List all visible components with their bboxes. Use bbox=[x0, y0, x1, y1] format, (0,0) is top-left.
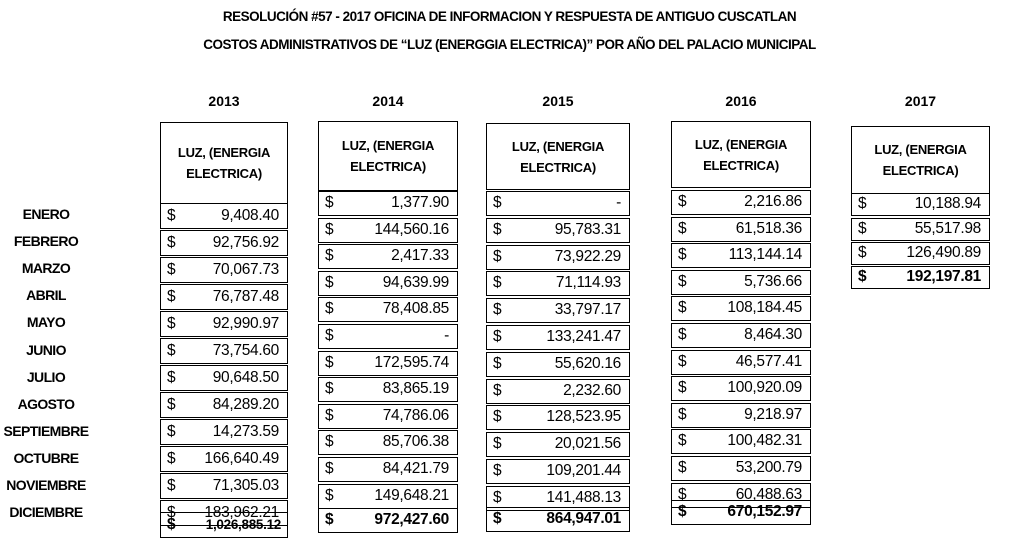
currency-symbol: $ bbox=[493, 220, 502, 238]
month-label: ENERO bbox=[22, 206, 70, 222]
currency-symbol: $ bbox=[325, 353, 334, 371]
amount: 76,787.48 bbox=[212, 288, 279, 305]
amount: 84,421.79 bbox=[382, 460, 449, 477]
amount: 71,114.93 bbox=[555, 274, 621, 292]
value-cell bbox=[671, 376, 811, 401]
value-cell bbox=[671, 350, 811, 375]
currency-symbol: $ bbox=[325, 380, 334, 398]
currency-symbol: $ bbox=[858, 268, 867, 285]
value-cell bbox=[671, 243, 811, 268]
month-label: AGOSTO bbox=[17, 395, 75, 412]
value-cell bbox=[671, 217, 811, 242]
month-label: JULIO bbox=[26, 368, 66, 385]
currency-symbol: $ bbox=[167, 516, 176, 533]
column-header-line2: ELECTRICA) bbox=[520, 159, 596, 175]
currency-symbol: $ bbox=[325, 327, 334, 344]
amount: 113,144.14 bbox=[728, 246, 802, 264]
amount: 92,756.92 bbox=[212, 234, 279, 251]
value-cell bbox=[671, 456, 811, 481]
amount: 128,523.95 bbox=[546, 408, 621, 426]
year-label: 2013 bbox=[208, 93, 240, 109]
currency-symbol: $ bbox=[858, 195, 867, 212]
year-label: 2015 bbox=[542, 93, 574, 109]
amount: 74,786.06 bbox=[382, 406, 449, 424]
total-cell bbox=[851, 266, 990, 289]
total-cell bbox=[671, 500, 811, 525]
amount: 95,783.31 bbox=[554, 220, 621, 238]
month-label: MAYO bbox=[26, 314, 66, 331]
total-amount: 192,197.81 bbox=[906, 268, 981, 285]
amount: 73,922.29 bbox=[554, 247, 621, 265]
value-cell bbox=[160, 338, 288, 364]
currency-symbol: $ bbox=[325, 194, 334, 211]
currency-symbol: $ bbox=[167, 477, 176, 494]
currency-symbol: $ bbox=[493, 301, 502, 319]
total-cell bbox=[486, 507, 630, 532]
currency-symbol: $ bbox=[167, 207, 176, 224]
amount: 108,184.45 bbox=[727, 299, 802, 317]
amount: 166,640.49 bbox=[204, 450, 279, 467]
amount: 2,232.60 bbox=[563, 381, 621, 399]
column-header-line2: ELECTRICA) bbox=[350, 159, 426, 174]
currency-symbol: $ bbox=[493, 274, 502, 292]
currency-symbol: $ bbox=[678, 272, 687, 290]
year-label: 2016 bbox=[725, 93, 757, 109]
currency-symbol: $ bbox=[678, 459, 687, 476]
amount: 8,464.30 bbox=[744, 326, 802, 343]
currency-symbol: $ bbox=[167, 423, 176, 440]
value-cell bbox=[486, 379, 630, 404]
currency-symbol: $ bbox=[493, 194, 502, 211]
currency-symbol: $ bbox=[678, 405, 687, 423]
currency-symbol: $ bbox=[678, 485, 687, 503]
value-cell bbox=[318, 324, 458, 349]
amount: - bbox=[444, 327, 449, 344]
total-amount: 864,947.01 bbox=[546, 510, 621, 527]
value-cell bbox=[318, 297, 458, 322]
value-cell bbox=[318, 484, 458, 509]
amount: 100,482.31 bbox=[727, 432, 802, 450]
currency-symbol: $ bbox=[493, 354, 502, 372]
currency-symbol: $ bbox=[167, 450, 176, 467]
amount: 183,962.21 bbox=[204, 504, 279, 521]
value-cell bbox=[486, 432, 630, 457]
year-label: 2017 bbox=[904, 93, 937, 109]
column-header bbox=[486, 123, 630, 190]
amount: 70,067.73 bbox=[212, 261, 279, 278]
amount: 60,488.63 bbox=[735, 485, 802, 503]
month-label: DICIEMBRE bbox=[9, 504, 83, 521]
currency-symbol: $ bbox=[678, 352, 687, 370]
currency-symbol: $ bbox=[167, 288, 176, 305]
column-header-line1: LUZ, (ENERGIA bbox=[511, 138, 605, 154]
amount: 1,377.90 bbox=[391, 194, 449, 211]
amount: 100,920.09 bbox=[727, 379, 802, 397]
value-cell bbox=[160, 311, 288, 337]
currency-symbol: $ bbox=[678, 193, 687, 210]
total-cell bbox=[318, 508, 458, 533]
column-header bbox=[851, 126, 990, 194]
currency-symbol: $ bbox=[167, 396, 176, 413]
value-cell bbox=[486, 218, 630, 243]
value-cell bbox=[851, 218, 990, 241]
amount: 9,218.97 bbox=[744, 405, 802, 423]
currency-symbol: $ bbox=[493, 328, 502, 345]
amount: 55,620.16 bbox=[554, 354, 621, 372]
currency-symbol: $ bbox=[858, 219, 867, 237]
currency-symbol: $ bbox=[167, 315, 176, 332]
currency-symbol: $ bbox=[678, 219, 687, 237]
total-cell bbox=[160, 512, 288, 538]
currency-symbol: $ bbox=[167, 261, 176, 278]
amount: 92,990.97 bbox=[212, 315, 279, 332]
value-cell bbox=[318, 457, 458, 482]
month-label: FEBRERO bbox=[13, 233, 79, 250]
value-cell bbox=[671, 323, 811, 348]
currency-symbol: $ bbox=[493, 381, 502, 399]
total-amount: 670,152.97 bbox=[727, 503, 802, 520]
value-cell bbox=[851, 193, 990, 216]
currency-symbol: $ bbox=[493, 435, 502, 453]
amount: 14,273.59 bbox=[212, 423, 279, 440]
column-header-line1: LUZ, (ENERGIA bbox=[341, 138, 435, 153]
value-cell bbox=[486, 245, 630, 270]
value-cell bbox=[851, 242, 990, 265]
currency-symbol: $ bbox=[325, 300, 334, 318]
amount: 61,518.36 bbox=[735, 219, 802, 237]
value-cell bbox=[318, 351, 458, 376]
value-cell bbox=[318, 218, 458, 243]
amount: 9,408.40 bbox=[221, 207, 279, 224]
currency-symbol: $ bbox=[678, 299, 687, 317]
currency-symbol: $ bbox=[325, 247, 334, 265]
currency-symbol: $ bbox=[678, 326, 687, 343]
month-label: JUNIO bbox=[26, 341, 66, 358]
value-cell bbox=[160, 203, 288, 229]
value-cell bbox=[318, 191, 458, 216]
amount: 2,417.33 bbox=[391, 247, 449, 265]
value-cell bbox=[318, 377, 458, 402]
currency-symbol: $ bbox=[493, 408, 502, 426]
document-title-line1: RESOLUCIÓN #57 - 2017 OFICINA DE INFORMACION Y RESPUESTA DE ANTIGUO CUSCATLAN bbox=[222, 9, 797, 24]
value-cell bbox=[486, 405, 630, 430]
column-header-line1: LUZ, (ENERGIA bbox=[177, 145, 271, 160]
total-amount: 972,427.60 bbox=[374, 511, 449, 528]
value-cell bbox=[671, 270, 811, 295]
amount: 73,754.60 bbox=[212, 342, 279, 359]
currency-symbol: $ bbox=[167, 234, 176, 251]
amount: 90,648.50 bbox=[212, 369, 279, 386]
value-cell bbox=[486, 325, 630, 350]
currency-symbol: $ bbox=[325, 433, 334, 451]
amount: 55,517.98 bbox=[914, 219, 981, 237]
amount: 46,577.41 bbox=[735, 352, 802, 370]
value-cell bbox=[486, 271, 630, 296]
column-header-line1: LUZ, (ENERGIA bbox=[694, 136, 788, 152]
currency-symbol: $ bbox=[167, 504, 176, 521]
currency-symbol: $ bbox=[167, 369, 176, 386]
amount: 2,216.86 bbox=[744, 193, 802, 210]
month-label: SEPTIEMBRE bbox=[3, 422, 89, 439]
value-cell bbox=[160, 473, 288, 499]
currency-symbol: $ bbox=[678, 432, 687, 450]
month-label: NOVIEMBRE bbox=[6, 477, 86, 493]
value-cell bbox=[671, 190, 811, 215]
amount: 5,736.66 bbox=[744, 272, 802, 290]
currency-symbol: $ bbox=[325, 511, 334, 528]
amount: 10,188.94 bbox=[914, 195, 981, 212]
value-cell bbox=[160, 419, 288, 445]
amount: 71,305.03 bbox=[212, 477, 279, 494]
amount: 84,289.20 bbox=[212, 396, 279, 413]
currency-symbol: $ bbox=[493, 488, 502, 506]
value-cell bbox=[318, 404, 458, 429]
column-header bbox=[671, 121, 811, 188]
value-cell bbox=[160, 365, 288, 391]
currency-symbol: $ bbox=[325, 273, 334, 291]
document-title-line2: COSTOS ADMINISTRATIVOS DE “LUZ (ENERGGIA ELECTRICA)” POR AÑO DEL PALACIO MUNICIPAL bbox=[203, 37, 816, 52]
currency-symbol: $ bbox=[678, 246, 687, 264]
value-cell bbox=[318, 430, 458, 455]
value-cell bbox=[160, 446, 288, 472]
value-cell bbox=[486, 459, 630, 484]
column-header bbox=[318, 121, 458, 191]
amount: 78,408.85 bbox=[382, 300, 449, 318]
amount: 126,490.89 bbox=[906, 244, 981, 261]
value-cell bbox=[486, 352, 630, 377]
column-header-line2: ELECTRICA) bbox=[703, 157, 779, 173]
currency-symbol: $ bbox=[678, 379, 687, 397]
column-header bbox=[160, 122, 288, 204]
value-cell bbox=[160, 284, 288, 310]
amount: 33,797.17 bbox=[554, 301, 621, 319]
amount: 172,595.74 bbox=[374, 353, 449, 371]
currency-symbol: $ bbox=[325, 460, 334, 477]
amount: 20,021.56 bbox=[554, 435, 621, 453]
month-label: MARZO bbox=[21, 260, 71, 277]
amount: 144,560.16 bbox=[374, 220, 449, 238]
value-cell bbox=[160, 257, 288, 283]
total-amount: 1,026,885.12 bbox=[205, 517, 281, 532]
amount: 53,200.79 bbox=[735, 459, 802, 476]
value-cell bbox=[486, 298, 630, 323]
month-label: OCTUBRE bbox=[13, 449, 79, 466]
value-cell bbox=[160, 230, 288, 256]
amount: 141,488.13 bbox=[546, 488, 621, 506]
currency-symbol: $ bbox=[678, 503, 687, 520]
amount: 83,865.19 bbox=[382, 380, 449, 398]
value-cell bbox=[671, 429, 811, 454]
currency-symbol: $ bbox=[493, 247, 502, 265]
currency-symbol: $ bbox=[167, 342, 176, 359]
value-cell bbox=[486, 191, 630, 216]
value-cell bbox=[318, 271, 458, 296]
currency-symbol: $ bbox=[858, 244, 867, 261]
amount: 85,706.38 bbox=[382, 433, 449, 451]
currency-symbol: $ bbox=[325, 486, 334, 504]
month-label: ABRIL bbox=[26, 287, 66, 304]
value-cell bbox=[671, 296, 811, 321]
amount: 133,241.47 bbox=[546, 328, 621, 345]
currency-symbol: $ bbox=[493, 462, 502, 479]
column-header-line2: ELECTRICA) bbox=[882, 163, 959, 178]
value-cell bbox=[160, 392, 288, 418]
amount: 149,648.21 bbox=[374, 486, 449, 504]
value-cell bbox=[318, 244, 458, 269]
column-header-line2: ELECTRICA) bbox=[186, 166, 262, 181]
amount: 109,201.44 bbox=[546, 462, 621, 479]
amount: 94,639.99 bbox=[382, 273, 449, 291]
currency-symbol: $ bbox=[325, 220, 334, 238]
column-header-line1: LUZ, (ENERGIA bbox=[874, 142, 967, 157]
value-cell bbox=[671, 403, 811, 428]
currency-symbol: $ bbox=[325, 406, 334, 424]
year-label: 2014 bbox=[372, 93, 404, 109]
currency-symbol: $ bbox=[493, 510, 502, 527]
amount: - bbox=[616, 194, 621, 211]
